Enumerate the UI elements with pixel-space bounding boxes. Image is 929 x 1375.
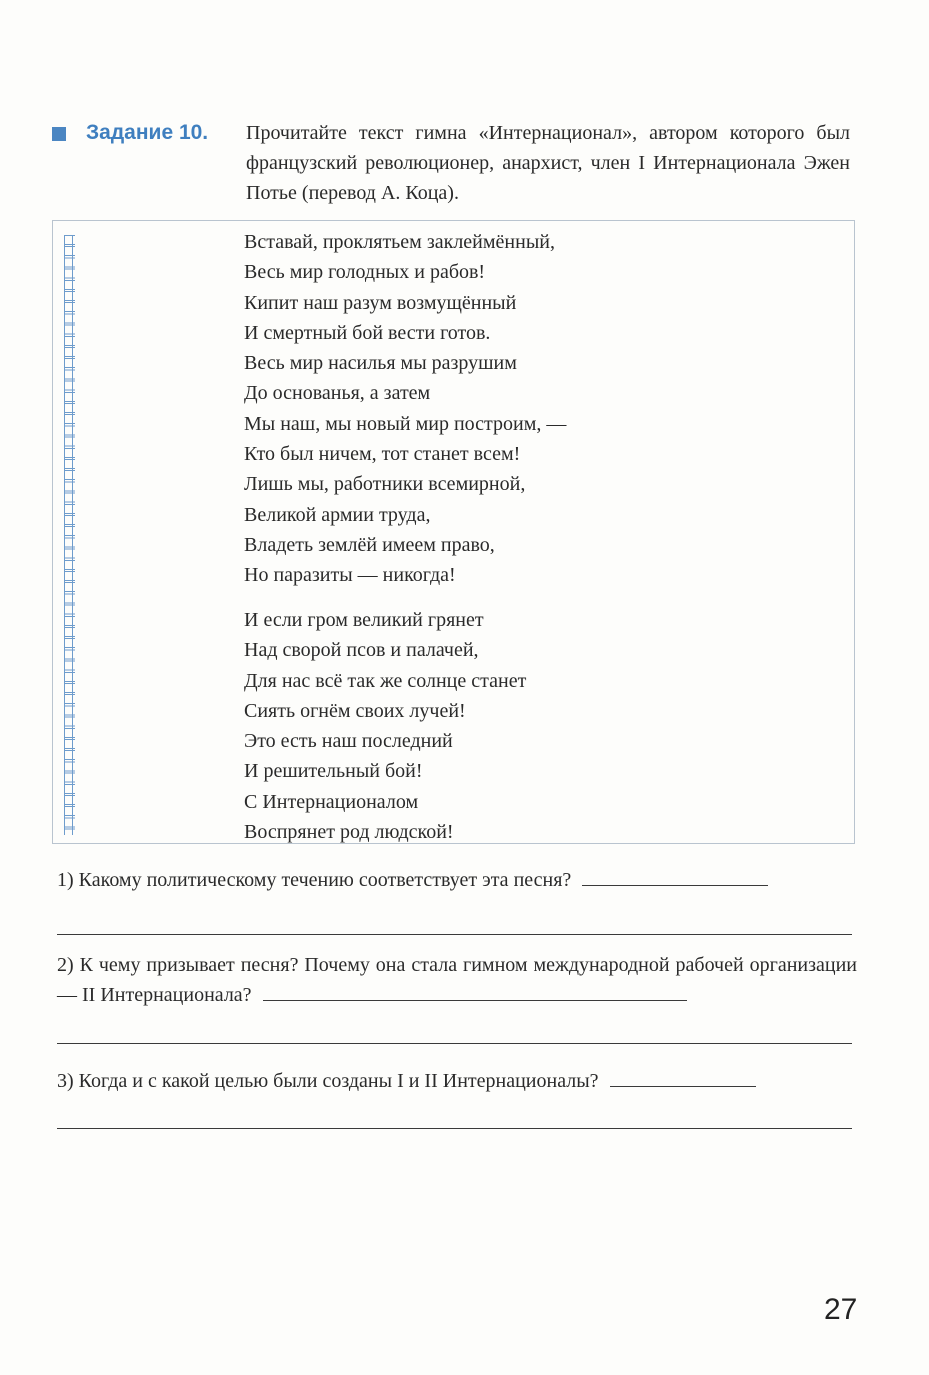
question-1-text: 1) Какому политическому течению соответствует эта песня? (57, 869, 572, 891)
poem-line: Великой армии труда, (244, 503, 431, 526)
poem-line: С Интернационалом (244, 790, 419, 813)
poem-line: Это есть наш последний (244, 730, 453, 753)
poem-line: И если гром великий грянет (244, 609, 484, 631)
poem-line: И смертный бой вести готов. (244, 321, 491, 344)
task-instructions: Прочитайте текст гимна «Интернационал», автором которого был французский революционер, анархист, член I Интернационала Эжен Потье (перевод А. Коца). (246, 122, 850, 204)
poem-line: Владеть землёй имеем право, (244, 533, 495, 556)
question-2-text: 2) К чему призывает песня? Почему она стала гимном международной рабочей организации — II Интернационала? (57, 954, 857, 1006)
poem-line: Мы наш, мы новый мир построим, — (244, 412, 567, 435)
decorative-square-column-icon (64, 235, 75, 835)
poem-line: Воспрянет род людской! (244, 821, 454, 844)
poem-line: Кипит наш разум возмущённый (244, 291, 517, 314)
question-2 (57, 950, 857, 1010)
question-3-text: 3) Когда и с какой целью были созданы I и II Интернационалы? (57, 1070, 599, 1092)
poem-line: Весь мир голодных и рабов! (244, 261, 486, 284)
answer-field-3b[interactable] (57, 1128, 852, 1129)
poem-line: До основанья, а затем (244, 382, 431, 405)
answer-field-1a[interactable] (582, 865, 768, 886)
poem-line: И решительный бой! (244, 760, 423, 783)
page-number: 27 (824, 1293, 858, 1326)
poem-stanza-1 (244, 227, 566, 591)
poem-stanza-2 (244, 605, 526, 847)
poem-line: Вставай, проклятьем заклеймённый, (244, 231, 555, 253)
question-1 (57, 865, 857, 895)
answer-field-3a[interactable] (610, 1066, 756, 1087)
square-bullet-icon (52, 127, 66, 141)
answer-field-1b[interactable] (57, 934, 852, 935)
answer-field-2b[interactable] (57, 1043, 852, 1044)
poem-line: Но паразиты — никогда! (244, 564, 456, 587)
poem-box (52, 220, 855, 844)
task-label: Задание 10. (86, 121, 209, 144)
poem-line: Кто был ничем, тот станет всем! (244, 443, 521, 466)
poem-line: Сиять огнём своих лучей! (244, 699, 466, 722)
poem-line: Для нас всё так же солнце станет (244, 669, 527, 692)
poem-line: Лишь мы, работники всемирной, (244, 473, 526, 496)
answer-field-2a[interactable] (263, 980, 687, 1001)
question-3 (57, 1066, 857, 1096)
poem-line: Над сворой псов и палачей, (244, 639, 479, 662)
poem-line: Весь мир насилья мы разрушим (244, 352, 517, 375)
